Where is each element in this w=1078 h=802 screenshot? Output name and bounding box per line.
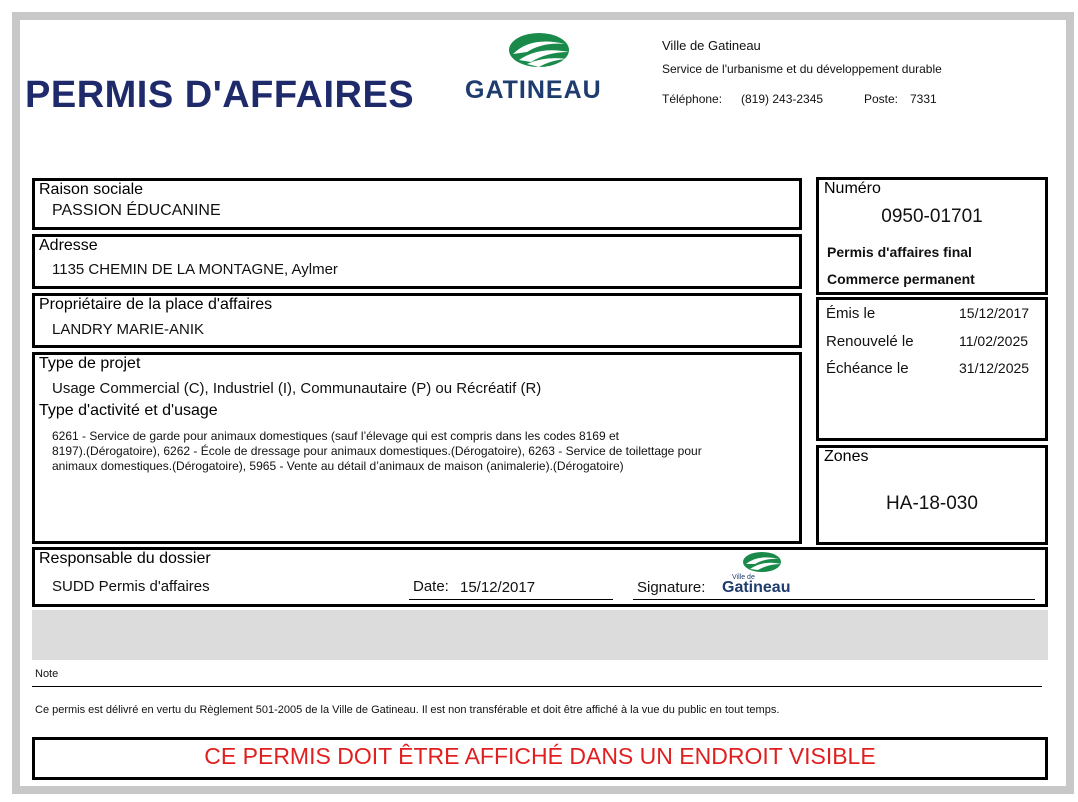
activite-line-2: 8197).(Dérogatoire), 6262 - École de dressage pour animaux domestiques.(Dérogatoire), 6263 - Service de toilettage pour (52, 444, 702, 458)
adresse-label: Adresse (39, 237, 98, 254)
service-name: Service de l'urbanisme et du développement durable (662, 62, 942, 76)
sig-logo-small-text: Ville de (732, 574, 755, 581)
phone-label: Téléphone: (662, 92, 723, 106)
ext-label: Poste: (864, 92, 899, 106)
adresse-value: 1135 CHEMIN DE LA MONTAGNE, Aylmer (52, 261, 338, 278)
proprietaire-label: Propriétaire de la place d'affaires (39, 296, 273, 313)
logo-text: GATINEAU (465, 76, 602, 104)
numero-value: 0950-01701 (881, 206, 983, 227)
activite-line-1: 6261 - Service de garde pour animaux domestiques (sauf l’élevage qui est compris dans les codes 8169 et (52, 429, 619, 443)
echeance-date: 31/12/2025 (959, 360, 1030, 376)
proprietaire-value: LANDRY MARIE-ANIK (52, 321, 204, 338)
signature-underline (633, 599, 1035, 600)
city-name: Ville de Gatineau (662, 38, 761, 53)
echeance-label: Échéance le (826, 360, 909, 377)
raison-sociale-label: Raison sociale (39, 181, 144, 198)
responsable-value: SUDD Permis d'affaires (52, 578, 210, 595)
zones-label: Zones (824, 448, 869, 465)
renouvele-label: Renouvelé le (826, 333, 914, 350)
sig-logo-text: Gatineau (722, 579, 791, 596)
page-title: PERMIS D'AFFAIRES (25, 74, 415, 116)
legal-text: Ce permis est délivré en vertu du Règlement 501-2005 de la Ville de Gatineau. Il est non transférable et doit être affiché à la vue du public en tout temps. (35, 704, 780, 716)
responsable-label: Responsable du dossier (39, 550, 211, 567)
renouvele-date: 11/02/2025 (959, 333, 1029, 349)
emis-label: Émis le (826, 305, 876, 322)
activite-text (52, 429, 797, 474)
date-label: Date: (413, 578, 449, 595)
numero-label: Numéro (824, 180, 881, 197)
gray-band (32, 610, 1048, 660)
commerce-type: Commerce permanent (827, 271, 975, 287)
date-underline (409, 599, 613, 600)
note-label: Note (35, 668, 59, 680)
permis-type: Permis d'affaires final (827, 244, 972, 260)
date-value: 15/12/2017 (460, 579, 536, 596)
signature-label: Signature: (637, 579, 706, 596)
gatineau-swoosh-icon (465, 30, 615, 78)
note-line (32, 686, 1042, 687)
zones-value: HA-18-030 (886, 493, 978, 514)
ext-number: 7331 (910, 92, 937, 106)
activite-line-3: animaux domestiques.(Dérogatoire), 5965 - Vente au détail d’animaux de maison (animalerie).(Dérogatoire) (52, 459, 624, 473)
warning-text: CE PERMIS DOIT ÊTRE AFFICHÉ DANS UN ENDROIT VISIBLE (204, 743, 876, 769)
raison-sociale-value: PASSION ÉDUCANINE (52, 202, 221, 219)
projet-label: Type de projet (39, 355, 141, 372)
projet-value: Usage Commercial (C), Industriel (I), Communautaire (P) ou Récréatif (R) (52, 380, 542, 397)
signature-logo (722, 550, 802, 598)
emis-date: 15/12/2017 (959, 305, 1030, 321)
activite-label: Type d'activité et d'usage (39, 402, 218, 419)
phone-number: (819) 243-2345 (741, 92, 824, 106)
